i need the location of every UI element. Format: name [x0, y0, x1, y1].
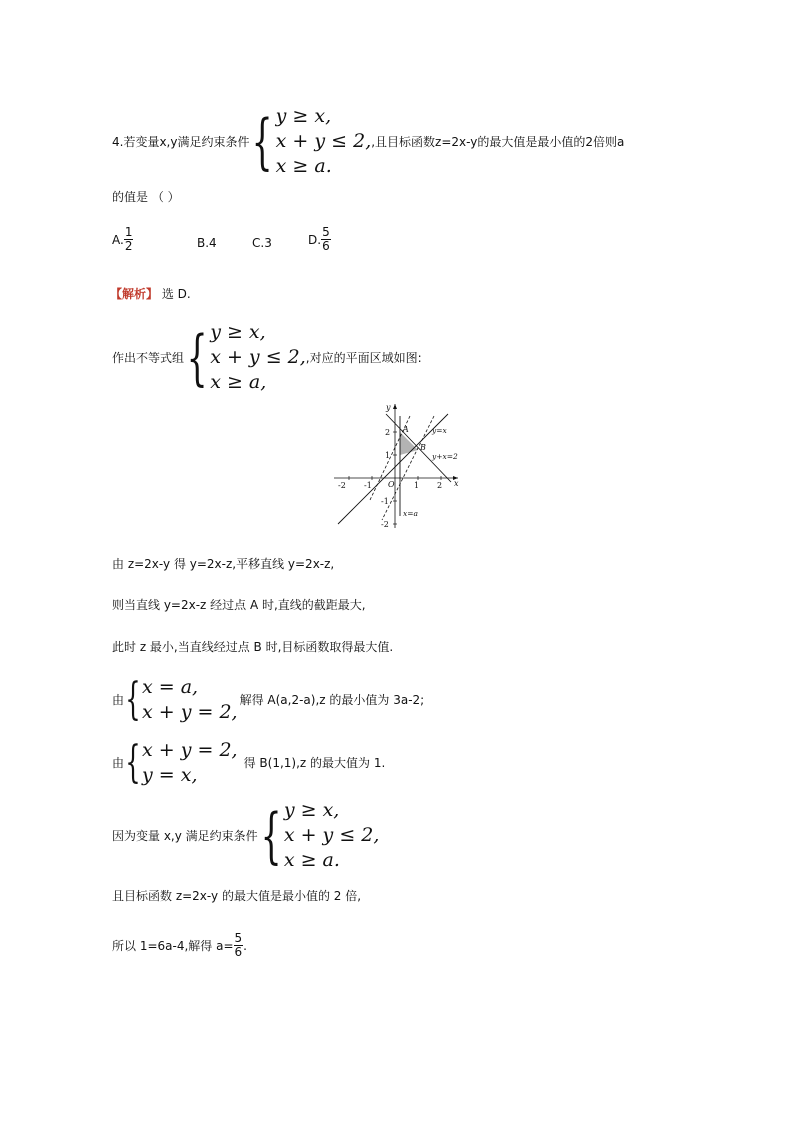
step3-system — [142, 738, 238, 788]
y-axis-label: y — [386, 403, 391, 412]
choice-a-denominator: 2 — [124, 239, 133, 253]
choice-d-fraction — [321, 226, 331, 253]
solution-step4 — [112, 798, 379, 873]
x-tick-label: 1 — [414, 481, 420, 490]
step1-suffix: ,对应的平面区域如图: — [305, 350, 422, 365]
solution-header — [110, 286, 191, 302]
step2-line-1: x = a, — [142, 676, 199, 698]
choice-a-label: A. — [112, 232, 124, 247]
question-stem — [112, 104, 624, 179]
step4-line-1: y ≥ x, — [283, 799, 340, 821]
line5-end: . — [243, 938, 247, 953]
label-y-eq-x: y=x — [432, 426, 447, 435]
point-a-label: A — [403, 425, 409, 434]
x-axis-label: x — [454, 479, 459, 488]
step4-system — [284, 798, 380, 873]
step1-prefix: 作出不等式组 — [112, 350, 185, 365]
label-y-plus-x-eq-2: y+x=2 — [432, 452, 458, 461]
step2-line-2: x + y = 2, — [142, 701, 238, 723]
choice-a[interactable] — [112, 226, 133, 253]
feasible-region-figure — [328, 400, 464, 530]
step1-line-3: x ≥ a, — [210, 371, 267, 393]
step2-prefix: 由 — [112, 693, 125, 707]
left-brace: { — [186, 322, 208, 393]
constraint-2: x + y ≤ 2, — [275, 130, 372, 152]
step2-suffix: 解得 A(a,2-a),z 的最小值为 3a-2; — [239, 693, 425, 707]
choice-d-denominator: 6 — [322, 239, 330, 253]
label-x-eq-a: x=a — [403, 509, 418, 518]
step4-line-2: x + y ≤ 2, — [283, 824, 380, 846]
solution-line-4: 且目标函数 z=2x-y 的最大值是最小值的 2 倍, — [112, 889, 362, 903]
choice-c[interactable]: C.3 — [252, 236, 272, 250]
solution-step3 — [112, 738, 385, 788]
solution-line-1: 由 z=2x-y 得 y=2x-z,平移直线 y=2x-z, — [112, 557, 335, 571]
left-brace: { — [260, 800, 282, 871]
y-axis-arrow — [393, 404, 397, 409]
question-line2: 的值是 （ ） — [112, 190, 180, 204]
left-brace: { — [252, 106, 274, 177]
choice-d-numerator: 5 — [322, 225, 330, 239]
solution-pick: 选 D. — [161, 287, 191, 301]
step4-prefix: 因为变量 x,y 满足约束条件 — [112, 828, 258, 843]
x-tick-label: 2 — [437, 481, 443, 490]
solution-line-2: 则当直线 y=2x-z 经过点 A 时,直线的截距最大, — [112, 598, 366, 612]
y-tick-label: -2 — [381, 520, 389, 529]
answer-numerator: 5 — [234, 931, 243, 945]
choice-a-numerator: 1 — [124, 225, 133, 239]
step1-line-2: x + y ≤ 2, — [210, 346, 306, 368]
solution-tag: 【解析】 — [110, 287, 159, 301]
origin-label: O — [388, 480, 395, 489]
step3-suffix: 得 B(1,1),z 的最大值为 1. — [243, 756, 386, 770]
choice-a-fraction — [124, 226, 134, 253]
constraint-1: y ≥ x, — [275, 105, 332, 127]
step3-line-1: x + y = 2, — [142, 739, 238, 761]
constraint-3: x ≥ a. — [275, 155, 332, 177]
constraint-system — [276, 104, 372, 179]
y-tick-label: 2 — [385, 428, 391, 437]
line5-prefix: 所以 1=6a-4,解得 a= — [112, 938, 234, 953]
x-tick-label: -2 — [338, 481, 346, 490]
point-b-label: B — [420, 443, 426, 452]
line-x-plus-y-eq-2 — [386, 414, 451, 482]
step2-system — [142, 675, 238, 725]
left-brace: { — [125, 737, 141, 788]
choice-d[interactable] — [308, 226, 331, 253]
solution-line-3: 此时 z 最小,当直线经过点 B 时,目标函数取得最大值. — [112, 640, 394, 654]
question-prefix: 4.若变量x,y满足约束条件 — [112, 134, 250, 149]
y-tick-label: -1 — [381, 497, 389, 506]
step1-system — [210, 320, 306, 395]
left-brace: { — [125, 674, 141, 725]
step4-line-3: x ≥ a. — [283, 849, 340, 871]
solution-step2 — [112, 675, 424, 725]
choice-b[interactable]: B.4 — [197, 236, 217, 250]
question-suffix: ,且目标函数z=2x-y的最大值是最小值的2倍则a — [371, 134, 625, 149]
answer-denominator: 6 — [234, 945, 243, 959]
step1-line-1: y ≥ x, — [210, 321, 266, 343]
solution-step1 — [112, 320, 422, 395]
shaded-region — [400, 432, 418, 455]
solution-line-5 — [112, 932, 247, 959]
step3-line-2: y = x, — [142, 764, 198, 786]
answer-fraction — [234, 932, 244, 959]
y-tick-label: 1 — [385, 451, 391, 460]
step3-prefix: 由 — [112, 756, 125, 770]
x-tick-label: -1 — [364, 481, 372, 490]
choice-d-label: D. — [308, 232, 322, 247]
